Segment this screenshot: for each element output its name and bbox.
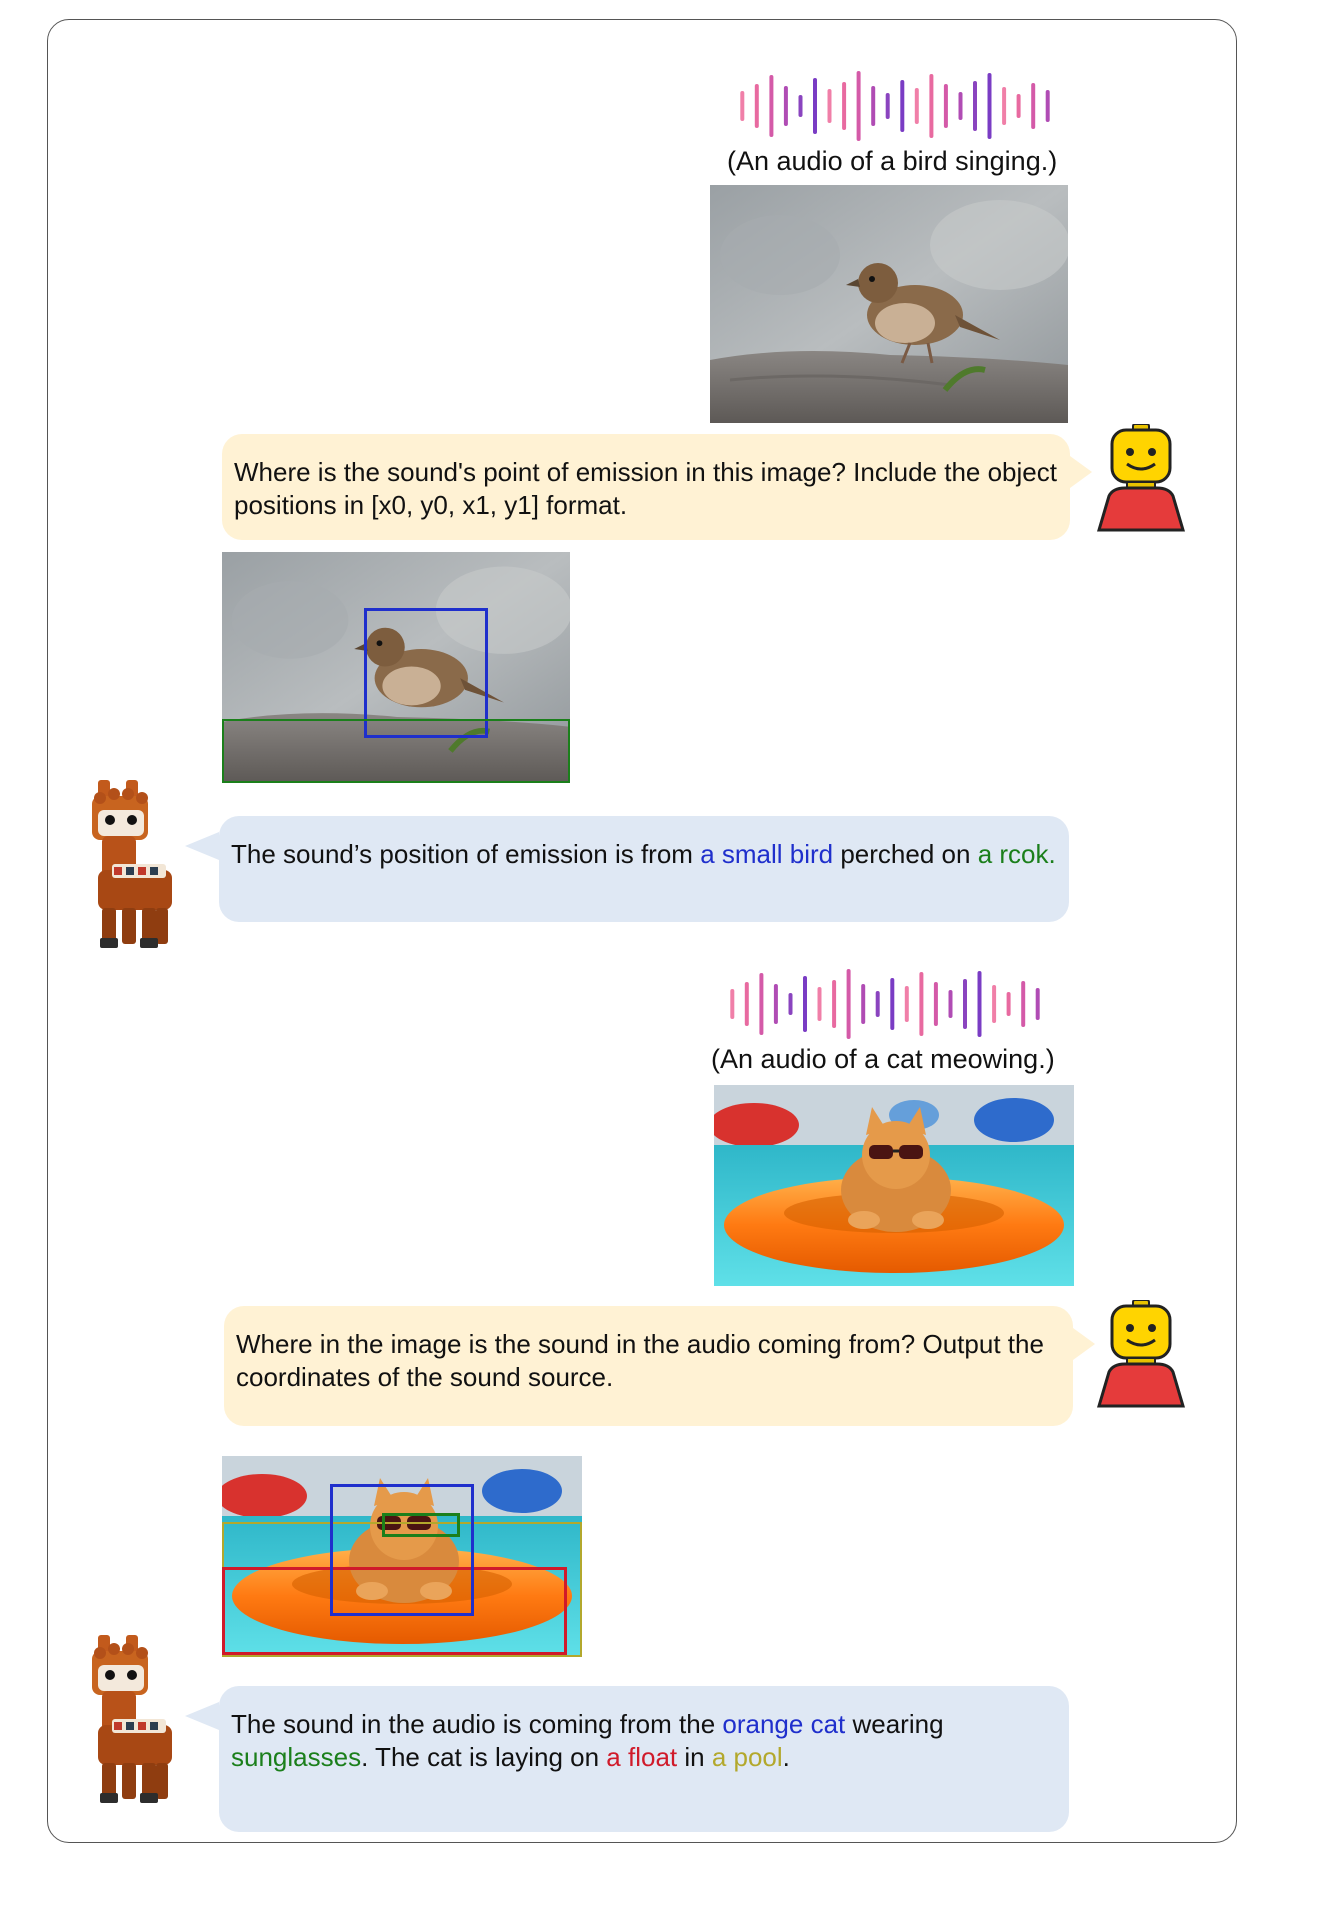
waveform-bar bbox=[784, 86, 788, 126]
bird-photo bbox=[710, 185, 1068, 423]
waveform-bar bbox=[929, 74, 933, 138]
waveform-bar bbox=[886, 93, 890, 119]
user-message-text: Where in the image is the sound in the audio coming from? Output the coordinates of the sound source. bbox=[236, 1329, 1044, 1392]
assistant-message-text bbox=[231, 1709, 944, 1772]
highlighted-phrase-red: a float bbox=[606, 1742, 678, 1772]
waveform-bar bbox=[919, 972, 923, 1036]
waveform-bar bbox=[1046, 90, 1050, 122]
waveform-bar bbox=[900, 80, 904, 132]
audio-waveform-icon[interactable] bbox=[725, 962, 1045, 1046]
highlighted-phrase-olive: a pool bbox=[711, 1742, 783, 1772]
waveform-bar bbox=[730, 989, 734, 1019]
waveform-bar bbox=[959, 92, 963, 120]
waveform-bar bbox=[1002, 87, 1006, 125]
waveform-bar bbox=[949, 990, 953, 1018]
waveform-bar bbox=[871, 86, 875, 126]
waveform-bar bbox=[789, 993, 793, 1015]
waveform-bar bbox=[861, 984, 865, 1024]
waveform-bar bbox=[842, 82, 846, 130]
waveform-bar bbox=[740, 91, 744, 121]
cat-grounding-photo bbox=[222, 1456, 582, 1657]
waveform-bar bbox=[934, 982, 938, 1026]
waveform-bar bbox=[890, 978, 894, 1030]
waveform-bar bbox=[1036, 988, 1040, 1020]
answer-text-segment: The sound’s position of emission is from bbox=[231, 839, 701, 869]
assistant-message-bubble bbox=[219, 1686, 1069, 1832]
waveform-bar bbox=[813, 78, 817, 134]
waveform-bar bbox=[1031, 83, 1035, 129]
waveform-bar bbox=[818, 987, 822, 1021]
answer-text-segment: . bbox=[782, 1742, 790, 1772]
highlighted-phrase-green: sunglasses bbox=[231, 1742, 362, 1772]
waveform-bar bbox=[915, 88, 919, 124]
answer-text-segment: . The cat is laying on bbox=[361, 1742, 607, 1772]
waveform-bar bbox=[973, 81, 977, 131]
audio-caption: (An audio of a cat meowing.) bbox=[711, 1044, 1055, 1074]
waveform-bar bbox=[832, 980, 836, 1028]
waveform-bar bbox=[992, 985, 996, 1023]
waveform-bar bbox=[847, 969, 851, 1039]
highlighted-phrase-blue: orange cat bbox=[722, 1709, 846, 1739]
lego-llama-avatar-icon bbox=[68, 1635, 178, 1805]
waveform-bar bbox=[774, 984, 778, 1024]
answer-text-segment: wearing bbox=[845, 1709, 944, 1739]
waveform-bar bbox=[828, 89, 832, 123]
lego-minifigure-avatar-icon bbox=[1085, 424, 1195, 534]
answer-text-segment: The sound in the audio is coming from the bbox=[231, 1709, 723, 1739]
assistant-message-bubble bbox=[219, 816, 1069, 922]
waveform-bar bbox=[759, 973, 763, 1035]
highlighted-phrase-green: a rcok. bbox=[977, 839, 1056, 869]
lego-minifigure-avatar-icon bbox=[1085, 1300, 1195, 1410]
waveform-bar bbox=[1021, 981, 1025, 1027]
highlighted-phrase-blue: a small bird bbox=[700, 839, 834, 869]
waveform-bar bbox=[1007, 992, 1011, 1016]
user-message-bubble bbox=[222, 434, 1070, 540]
cat-photo bbox=[714, 1085, 1074, 1286]
waveform-bar bbox=[799, 95, 803, 117]
bounding-box-cat bbox=[330, 1484, 474, 1616]
waveform-bar bbox=[769, 75, 773, 137]
waveform-bar bbox=[1017, 94, 1021, 118]
waveform-bar bbox=[876, 991, 880, 1017]
waveform-bar bbox=[944, 84, 948, 128]
assistant-message-text bbox=[231, 839, 1056, 869]
bounding-box-sunglasses bbox=[382, 1513, 460, 1537]
waveform-bar bbox=[745, 982, 749, 1026]
waveform-bar bbox=[978, 971, 982, 1037]
answer-text-segment: perched on bbox=[833, 839, 978, 869]
user-message-text: Where is the sound's point of emission in this image? Include the object positions in [x0, y0, x1, y1] format. bbox=[234, 457, 1057, 520]
bird-grounding-photo bbox=[222, 552, 570, 783]
waveform-bar bbox=[857, 71, 861, 141]
answer-text-segment: in bbox=[677, 1742, 712, 1772]
audio-caption: (An audio of a bird singing.) bbox=[727, 146, 1058, 176]
bounding-box-rock bbox=[222, 719, 570, 783]
waveform-bar bbox=[905, 986, 909, 1022]
user-message-bubble bbox=[224, 1306, 1073, 1426]
waveform-bar bbox=[988, 73, 992, 139]
waveform-bar bbox=[803, 976, 807, 1032]
audio-waveform-icon[interactable] bbox=[735, 64, 1055, 148]
waveform-bar bbox=[755, 84, 759, 128]
waveform-bar bbox=[963, 979, 967, 1029]
lego-llama-avatar-icon bbox=[68, 780, 178, 950]
